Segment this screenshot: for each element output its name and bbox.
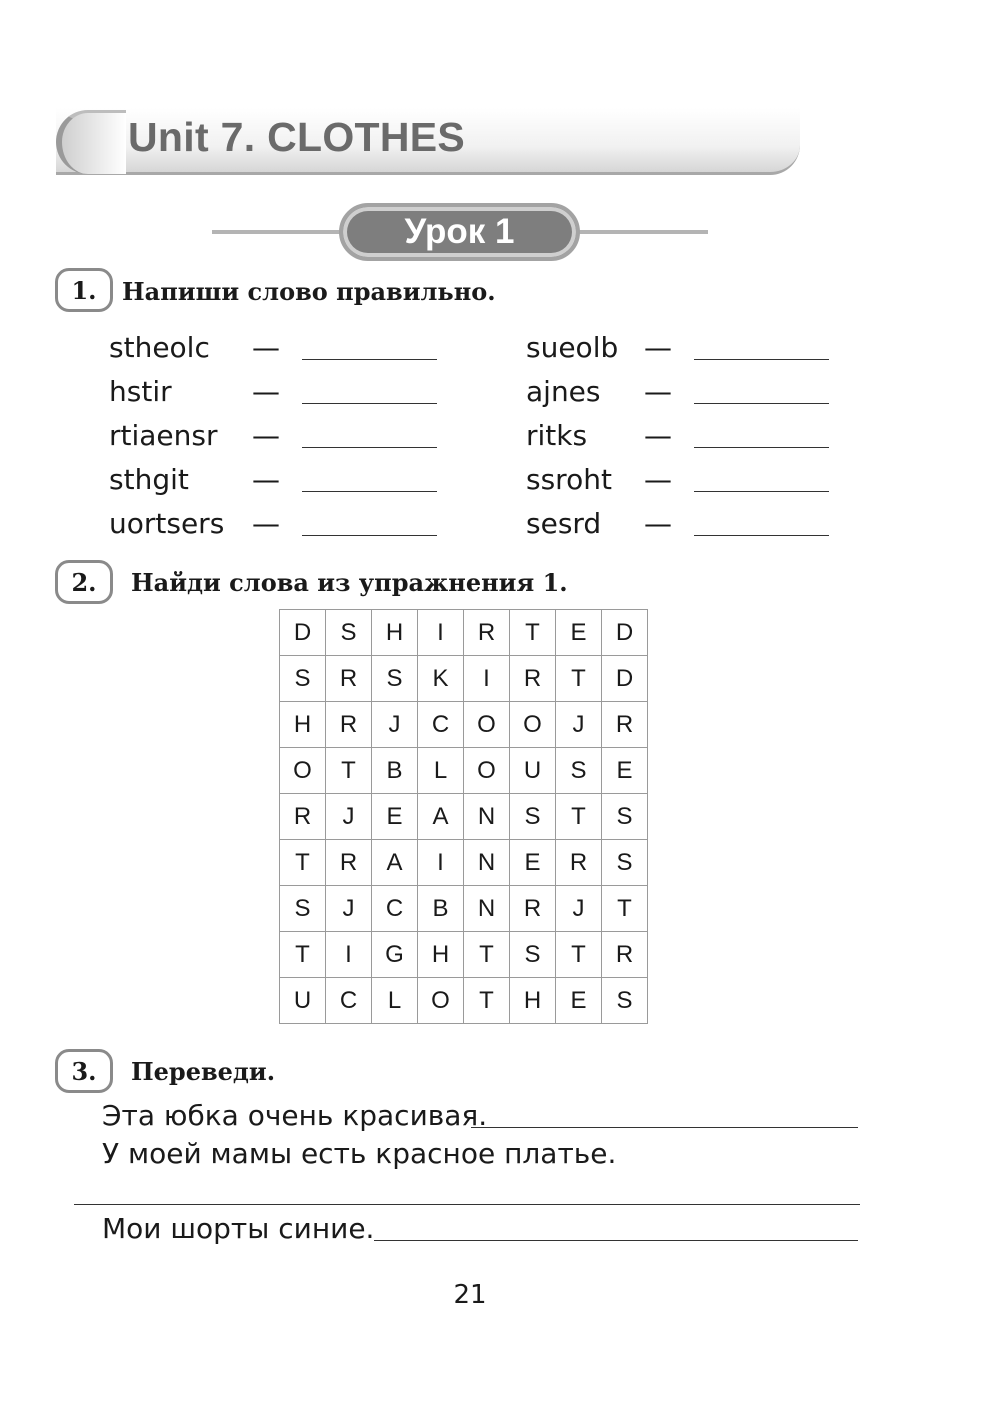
translation-blank-3[interactable] — [374, 1240, 858, 1241]
grid-cell[interactable]: E — [556, 610, 602, 656]
grid-cell[interactable]: S — [280, 886, 326, 932]
grid-cell[interactable]: J — [326, 794, 372, 840]
grid-cell[interactable]: I — [464, 656, 510, 702]
translation-blank-2[interactable] — [74, 1204, 860, 1205]
word-search-grid — [279, 609, 648, 1024]
grid-cell[interactable]: T — [602, 886, 648, 932]
grid-cell[interactable]: H — [372, 610, 418, 656]
answer-blank[interactable] — [302, 403, 437, 404]
grid-cell[interactable]: J — [556, 886, 602, 932]
grid-cell[interactable]: D — [602, 656, 648, 702]
scrambled-word: rtiaensr — [109, 419, 218, 452]
answer-blank[interactable] — [302, 359, 437, 360]
grid-row — [280, 656, 648, 702]
grid-cell[interactable]: O — [464, 702, 510, 748]
grid-cell[interactable]: T — [326, 748, 372, 794]
grid-cell[interactable]: S — [602, 840, 648, 886]
lesson-label: Урок 1 — [404, 212, 515, 251]
grid-cell[interactable]: T — [464, 978, 510, 1024]
grid-cell[interactable]: T — [510, 610, 556, 656]
grid-cell[interactable]: S — [280, 656, 326, 702]
grid-cell[interactable]: D — [280, 610, 326, 656]
dash: — — [644, 507, 672, 540]
scrambled-word: uortsers — [109, 507, 225, 540]
grid-cell[interactable]: S — [510, 794, 556, 840]
grid-row — [280, 610, 648, 656]
dash: — — [252, 463, 280, 496]
grid-cell[interactable]: I — [326, 932, 372, 978]
grid-cell[interactable]: R — [510, 656, 556, 702]
grid-cell[interactable]: O — [280, 748, 326, 794]
grid-cell[interactable]: T — [556, 656, 602, 702]
scrambled-word: stheolc — [109, 331, 210, 364]
grid-cell[interactable]: H — [418, 932, 464, 978]
dash: — — [252, 331, 280, 364]
scrambled-word: ssroht — [526, 463, 612, 496]
lesson-badge — [339, 203, 580, 261]
grid-cell[interactable]: H — [280, 702, 326, 748]
answer-blank[interactable] — [694, 403, 829, 404]
grid-cell[interactable]: N — [464, 886, 510, 932]
dash: — — [644, 419, 672, 452]
grid-cell[interactable]: S — [326, 610, 372, 656]
grid-cell[interactable]: R — [510, 886, 556, 932]
exercise-1-number: 1. — [55, 268, 113, 312]
grid-cell[interactable]: B — [372, 748, 418, 794]
scrambled-word: sthgit — [109, 463, 189, 496]
grid-cell[interactable]: R — [602, 932, 648, 978]
grid-row — [280, 840, 648, 886]
unit-title: Unit 7. CLOTHES — [128, 114, 466, 160]
answer-blank[interactable] — [694, 491, 829, 492]
grid-cell[interactable]: E — [602, 748, 648, 794]
answer-blank[interactable] — [302, 491, 437, 492]
grid-cell[interactable]: L — [372, 978, 418, 1024]
lesson-line-right — [578, 230, 708, 234]
exercise-2-number: 2. — [55, 560, 113, 604]
grid-cell[interactable]: T — [556, 794, 602, 840]
grid-cell[interactable]: A — [418, 794, 464, 840]
scrambled-word: hstir — [109, 375, 172, 408]
grid-cell[interactable]: D — [602, 610, 648, 656]
grid-cell[interactable]: O — [510, 702, 556, 748]
grid-cell[interactable]: E — [372, 794, 418, 840]
dash: — — [252, 419, 280, 452]
exercise-3-title: Переведи. — [131, 1057, 276, 1086]
grid-cell[interactable]: R — [326, 840, 372, 886]
grid-cell[interactable]: C — [326, 978, 372, 1024]
grid-cell[interactable]: J — [556, 702, 602, 748]
grid-cell[interactable]: S — [602, 978, 648, 1024]
grid-cell[interactable]: C — [418, 702, 464, 748]
grid-cell[interactable]: R — [326, 656, 372, 702]
grid-cell[interactable]: E — [510, 840, 556, 886]
dash: — — [644, 331, 672, 364]
answer-blank[interactable] — [302, 535, 437, 536]
grid-cell[interactable]: S — [556, 748, 602, 794]
scrambled-word: sueolb — [526, 331, 619, 364]
grid-cell[interactable]: S — [510, 932, 556, 978]
exercise-3-number: 3. — [55, 1049, 113, 1093]
answer-blank[interactable] — [694, 359, 829, 360]
grid-cell[interactable]: N — [464, 794, 510, 840]
scrambled-word: ajnes — [526, 375, 601, 408]
grid-cell[interactable]: R — [556, 840, 602, 886]
grid-cell[interactable]: U — [280, 978, 326, 1024]
grid-cell[interactable]: G — [372, 932, 418, 978]
grid-cell[interactable]: E — [556, 978, 602, 1024]
grid-cell[interactable]: T — [464, 932, 510, 978]
grid-cell[interactable]: A — [372, 840, 418, 886]
grid-cell[interactable]: S — [372, 656, 418, 702]
grid-cell[interactable]: J — [372, 702, 418, 748]
grid-cell[interactable]: U — [510, 748, 556, 794]
page-number: 21 — [453, 1280, 487, 1310]
answer-blank[interactable] — [302, 447, 437, 448]
grid-cell[interactable]: S — [602, 794, 648, 840]
grid-cell[interactable]: O — [464, 748, 510, 794]
grid-cell[interactable]: R — [280, 794, 326, 840]
scrambled-word: sesrd — [526, 507, 602, 540]
grid-cell[interactable]: J — [326, 886, 372, 932]
grid-cell[interactable]: T — [280, 932, 326, 978]
answer-blank[interactable] — [694, 447, 829, 448]
dash: — — [644, 375, 672, 408]
grid-row — [280, 748, 648, 794]
grid-cell[interactable]: H — [510, 978, 556, 1024]
grid-cell[interactable]: I — [418, 610, 464, 656]
grid-cell[interactable]: C — [372, 886, 418, 932]
grid-cell[interactable]: I — [418, 840, 464, 886]
sentence-2: У моей мамы есть красное платье. — [102, 1137, 617, 1170]
grid-cell[interactable]: R — [602, 702, 648, 748]
grid-cell[interactable]: T — [280, 840, 326, 886]
grid-cell[interactable]: K — [418, 656, 464, 702]
dash: — — [252, 507, 280, 540]
grid-row — [280, 702, 648, 748]
exercise-2-title: Найди слова из упражнения 1. — [131, 568, 568, 597]
grid-row — [280, 978, 648, 1024]
grid-cell[interactable]: B — [418, 886, 464, 932]
grid-cell[interactable]: R — [464, 610, 510, 656]
sentence-3: Мои шорты синие. — [102, 1212, 375, 1245]
grid-row — [280, 886, 648, 932]
grid-cell[interactable]: N — [464, 840, 510, 886]
sentence-1: Эта юбка очень красивая. — [102, 1099, 488, 1132]
dash: — — [644, 463, 672, 496]
grid-cell[interactable]: R — [326, 702, 372, 748]
translation-blank-1[interactable] — [471, 1127, 858, 1128]
lesson-line-left — [212, 230, 342, 234]
grid-cell[interactable]: T — [556, 932, 602, 978]
dash: — — [252, 375, 280, 408]
grid-cell[interactable]: O — [418, 978, 464, 1024]
unit-banner-curl — [56, 110, 126, 174]
grid-row — [280, 794, 648, 840]
grid-row — [280, 932, 648, 978]
scrambled-word: ritks — [526, 419, 588, 452]
exercise-1-title: Напиши слово правильно. — [122, 277, 496, 306]
answer-blank[interactable] — [694, 535, 829, 536]
grid-cell[interactable]: L — [418, 748, 464, 794]
